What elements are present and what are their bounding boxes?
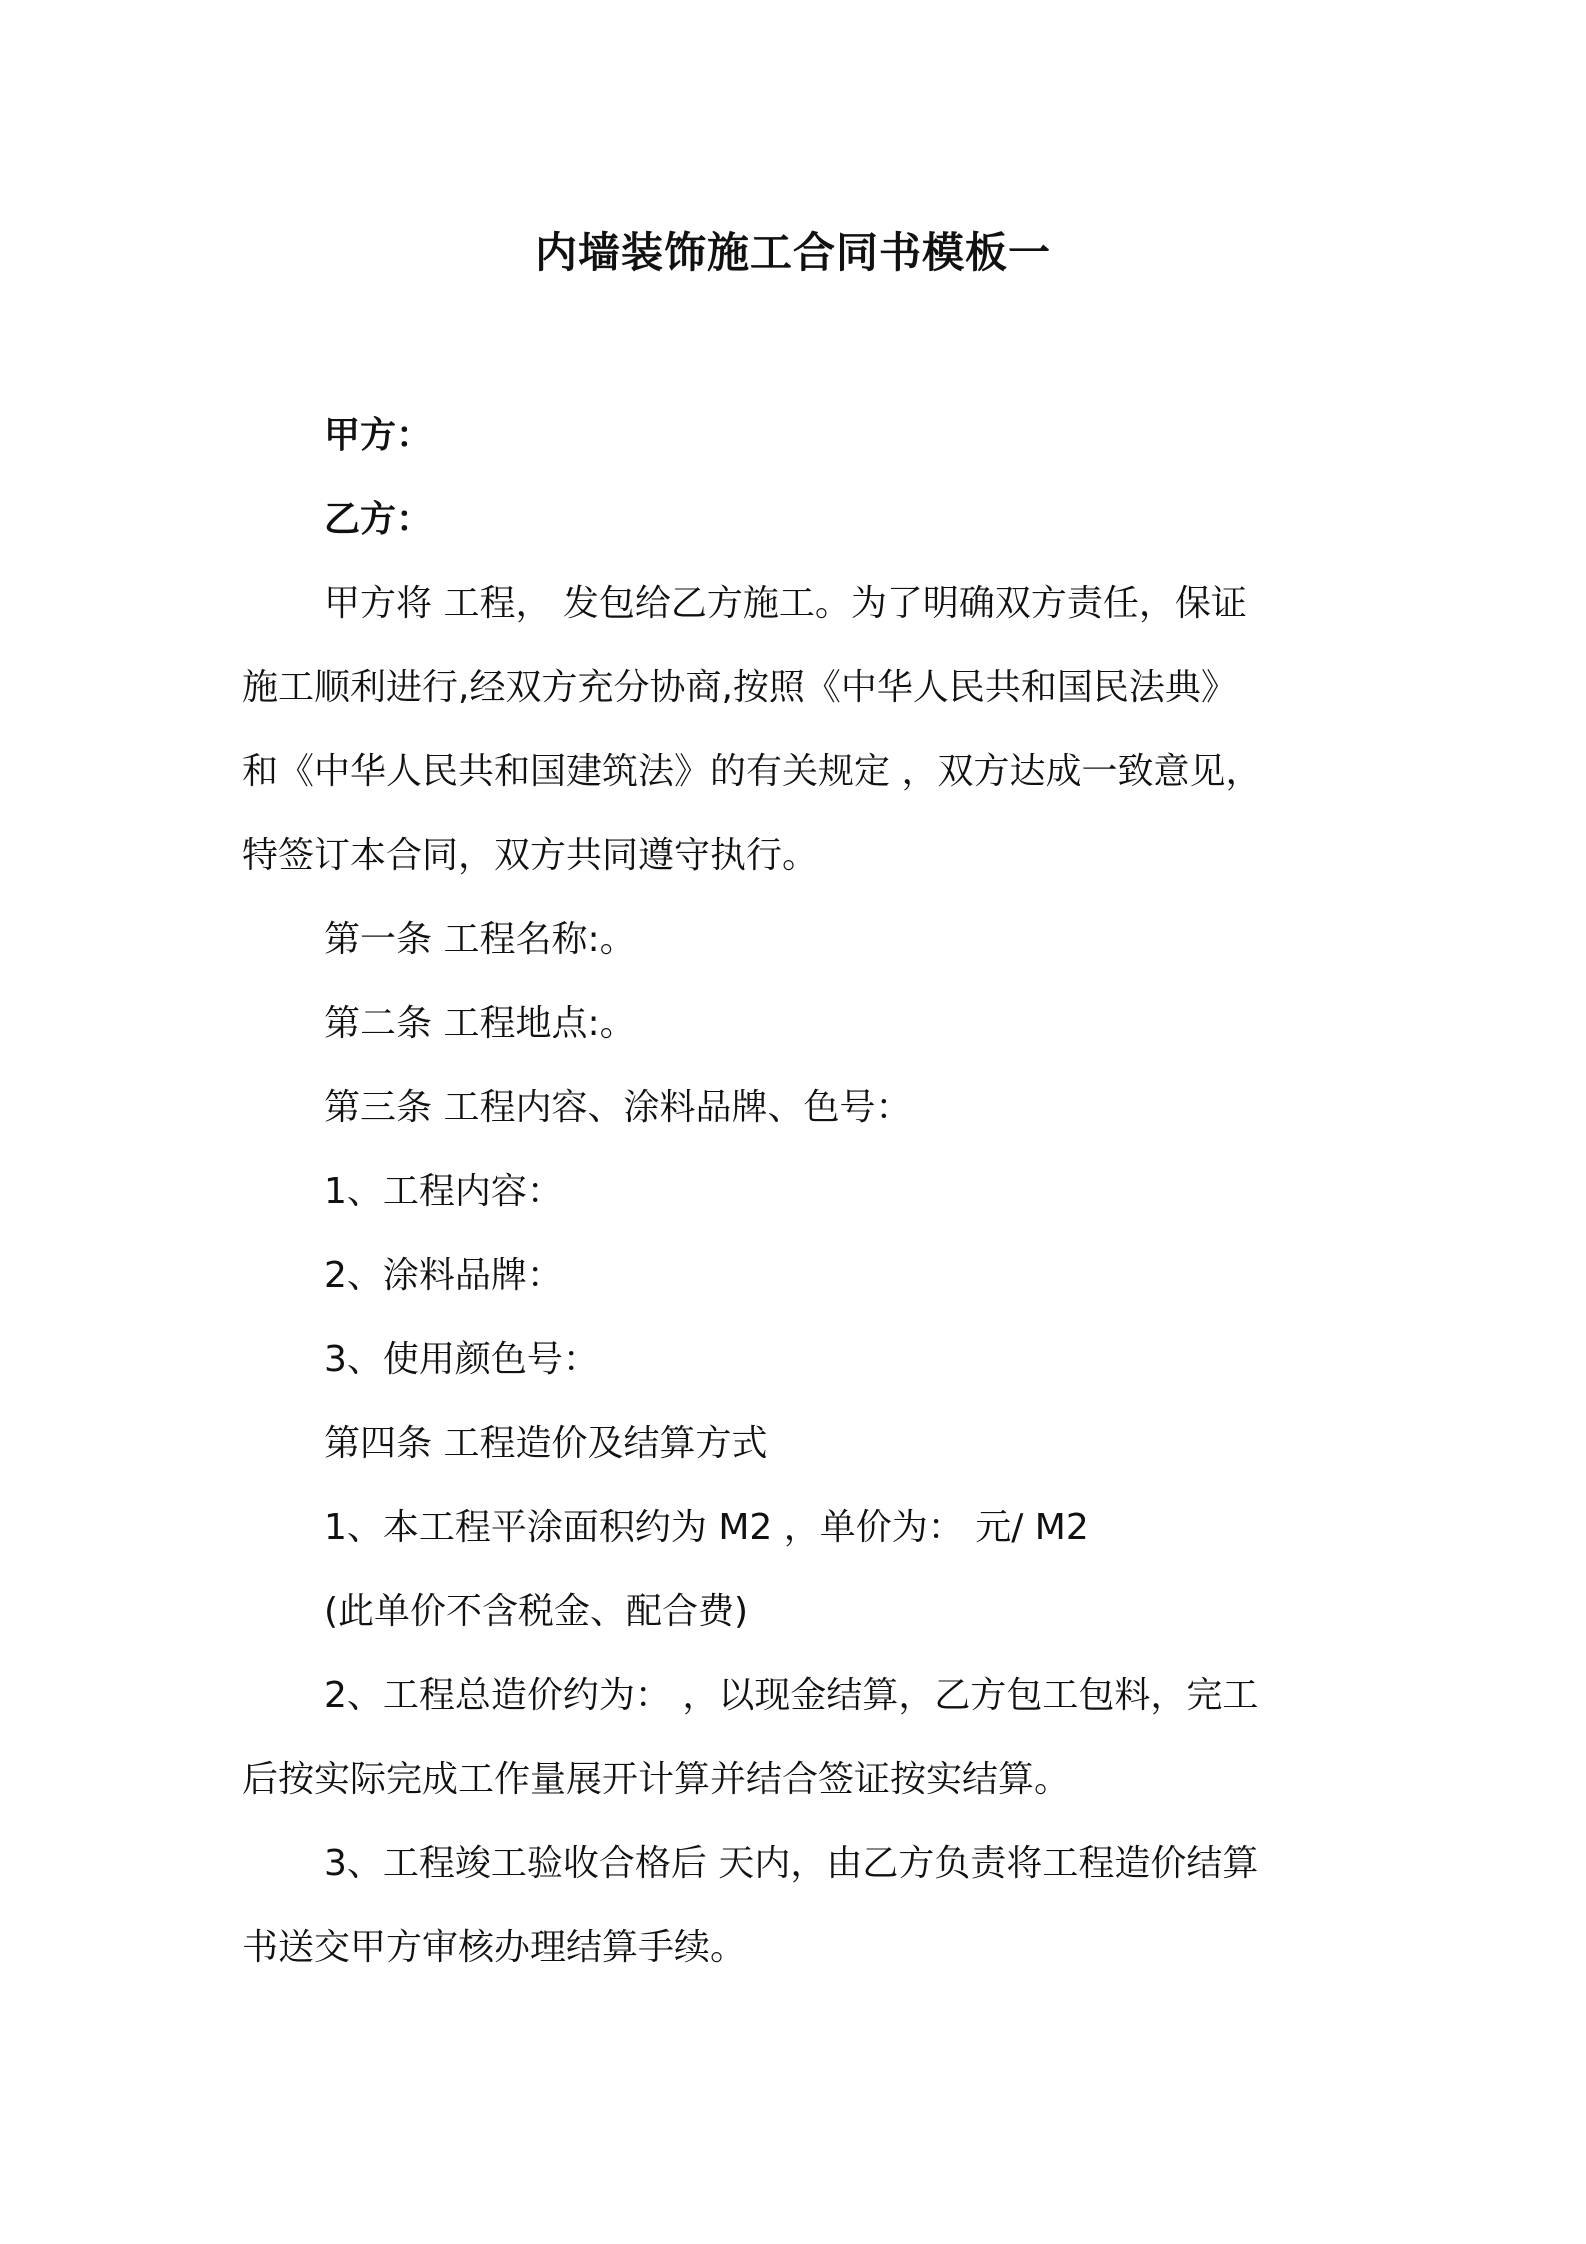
intro-line-1: 甲方将 工程， 发包给乙方施工。为了明确双方责任，保证 (324, 583, 1247, 624)
article-4-item-1: 1、本工程平涂面积约为 M2 ，单价为： 元/ M2 (324, 1507, 1089, 1548)
document-title: 内墙装饰施工合同书模板一 (534, 228, 1051, 277)
article-4-price-note: (此单价不含税金、配合费) (324, 1591, 749, 1632)
article-4-heading: 第四条 工程造价及结算方式 (324, 1423, 768, 1464)
party-a-line: 甲方： (324, 415, 433, 456)
party-b-line: 乙方： (324, 499, 433, 540)
article-1-project-name: 第一条 工程名称:。 (324, 919, 636, 960)
article-3-heading: 第三条 工程内容、涂料品牌、色号： (324, 1087, 912, 1128)
intro-line-4: 特签订本合同，双方共同遵守执行。 (242, 835, 819, 876)
article-4-item-2-line-1: 2、工程总造价约为： ，以现金结算，乙方包工包料，完工 (324, 1675, 1259, 1716)
intro-line-3: 和《中华人民共和国建筑法》的有关规定 ，双方达成一致意见， (242, 751, 1262, 792)
intro-line-2: 施工顺利进行,经双方充分协商,按照《中华人民共和国民法典》 (242, 667, 1237, 708)
article-4-item-2-line-2: 后按实际完成工作量展开计算并结合签证按实结算。 (242, 1759, 1071, 1800)
article-3-item-content: 1、工程内容： (324, 1171, 563, 1212)
article-4-item-3-line-1: 3、工程竣工验收合格后 天内，由乙方负责将工程造价结算 (324, 1843, 1259, 1884)
article-3-item-color: 3、使用颜色号： (324, 1339, 599, 1380)
article-4-item-3-line-2: 书送交甲方审核办理结算手续。 (242, 1927, 747, 1968)
article-3-item-brand: 2、涂料品牌： (324, 1255, 563, 1296)
article-2-project-location: 第二条 工程地点:。 (324, 1003, 636, 1044)
